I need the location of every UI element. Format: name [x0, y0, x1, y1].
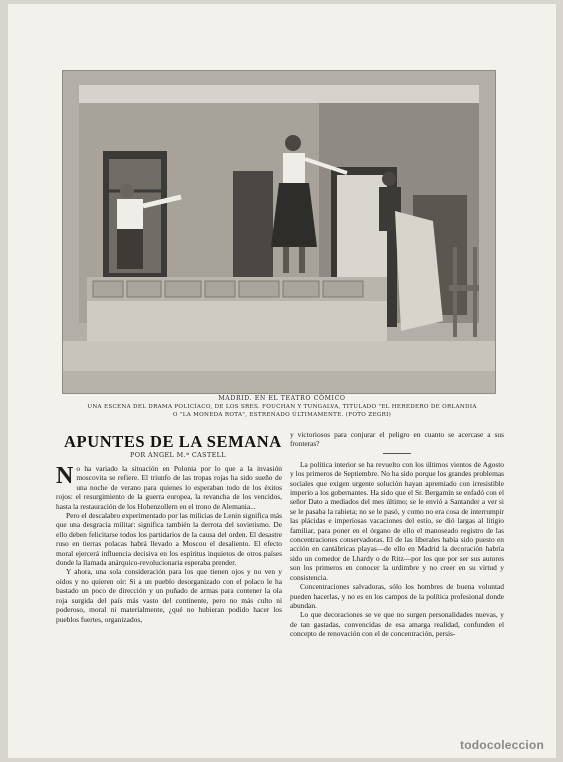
- photo-caption: [28, 395, 536, 419]
- article-headline: APUNTES DE LA SEMANA: [64, 432, 282, 451]
- paragraph: [56, 464, 282, 511]
- paragraph: Lo que decoraciones se ve que no surgen personalidades nuevas, y de tan gastadas, convencidas de esa amarga realidad, confunden el concepto de renovación con el de concentración, persis-: [290, 610, 504, 639]
- stage-photo: [62, 70, 496, 394]
- paragraph: y victoriosos para conjurar el peligro en cuanto se acercase a sus fronteras?: [290, 430, 504, 449]
- paragraph: Concentraciones salvadoras, sólo los hombres de buena voluntad pueden hacerlas, y no es en los campos de la política profesional donde abundan.: [290, 582, 504, 610]
- stage-scene-illustration: [63, 71, 495, 393]
- paragraph: La política interior se ha revuelto con los últimos vientos de Agosto y los primeros de Septiembre. No ha sido porque los grandes problemas sociales que exigen urgente solución hayan apremiado con irresistible imperio a los gobernantes. Ha sido que el Sr. Bergamín se enfadó con el señor Dato a mediados del mes último; se le envió a Santander a ver si se le pasaba la rabieta; no se le pasó, y como no era cosa de interrumpir las plácidas e imperiosas vacaciones del estío, se dió largas al litigio familiar, para poner en el órgano de ello el manoseado registro de las concentraciones conservadoras. El de las liberales había sido puesto en acción en cantábricas playas—de ello en Madrid la decoración habría sido un comedor de Lhardy o de Ritz—por los que por ser sus autores son los primeros en conocer la urdimbre y no creer en su virtud y consistencia.: [290, 459, 504, 582]
- watermark-logo: todocoleccion: [460, 738, 544, 752]
- section-divider: [383, 453, 411, 454]
- paragraph: Pero el descalabro experimentado por las milicias de Lenin significa más que una desgracia militar: significa también la derrota del sovietismo. De ello deben felicitarse todos los partidarios de la causa del orden. El desastre ruso en tierras polacas habrá llevado a Moscou el desaliento. El efecto moral ejercerá influencia decisiva en los espíritus inquietos de otros países donde la llamada anárquico-revolucionaria esperaba prender.: [56, 511, 282, 568]
- drop-cap: N: [56, 464, 74, 489]
- caption-line: O "LA MONEDA ROTA", ESTRENADO ÚLTIMAMENTE. (FOTO ZEGRI): [172, 412, 392, 418]
- article-byline: POR ANGEL M.ª CASTELL: [130, 451, 226, 459]
- paragraph-text: o ha variado la situación en Polonia por lo que a la invasión moscovita se refiere. El triunfo de las tropas rojas ha sido sueño de una noche de verano para quienes lo esperaban todo de los éxitos rojos: el resurgimiento de la guerra europea, la revancha de los vencidos, hasta la restauración de los Hohenzollern en el trono de Alemania...: [56, 464, 282, 511]
- caption-line: UNA ESCENA DEL DRAMA POLICÍACO, DE LOS SRES. FOUCHAN Y TUNGALVA, TITULADO "EL HEREDERO DE ORLANDIA: [87, 404, 477, 410]
- magazine-page: [8, 4, 556, 758]
- paragraph: Y ahora, una sola consideración para los que tienen ojos y no ven y oídos y no quieren oír: Si a un pueblo desorganizado con el polaco le ha bastado un poco de dirección y un puñado de armas para contener la ola roja surgida del país más vasto del continente, pero no más culto ni poderoso, moral ni materialmente, ¿qué no hubieran podido hacer los pueblos fuertes, organizados,: [56, 567, 282, 624]
- article-column-right: [290, 430, 504, 748]
- caption-title: MADRID. EN EL TEATRO CÓMICO: [218, 395, 346, 402]
- article-column-left: [56, 464, 282, 746]
